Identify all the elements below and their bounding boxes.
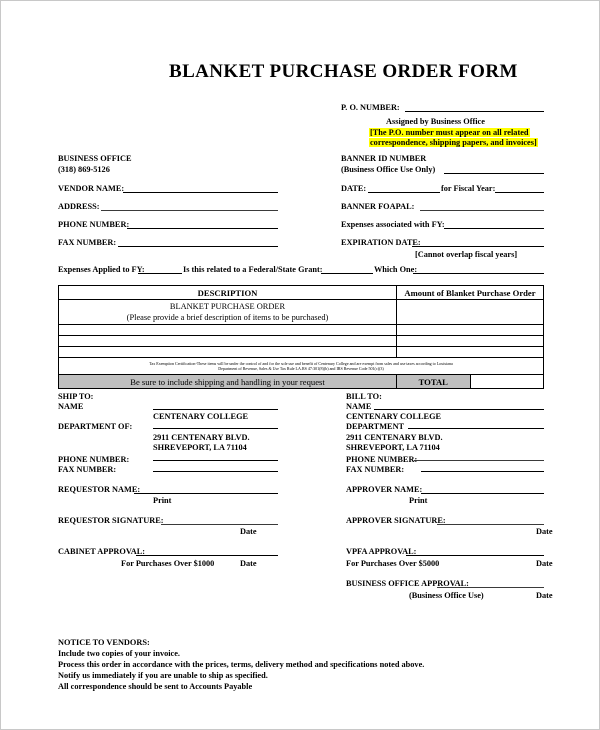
- business-office-phone: (318) 869-5126: [58, 165, 110, 174]
- blank-amount-cell[interactable]: [397, 347, 544, 358]
- vpfa-approval-note: For Purchases Over $5000: [346, 559, 440, 568]
- cabinet-approval-note: For Purchases Over $1000: [121, 559, 215, 568]
- bill-to-name-label: NAME: [346, 402, 372, 411]
- bill-to-college: CENTENARY COLLEGE: [346, 412, 442, 421]
- banner-id-label: BANNER ID NUMBER: [341, 154, 427, 163]
- banner-id-sublabel: (Business Office Use Only): [341, 165, 436, 174]
- approver-signature-label: APPROVER SIGNATURE:: [346, 516, 446, 525]
- description-table: [58, 285, 544, 389]
- bill-to-department-label: DEPARTMENT: [346, 422, 405, 431]
- vendor-address-label: ADDRESS:: [58, 202, 100, 211]
- requestor-name-input-line[interactable]: [134, 493, 278, 494]
- table-row: [59, 336, 544, 347]
- ship-to-name-label: NAME: [58, 402, 84, 411]
- bill-to-fax-input-line[interactable]: [421, 471, 544, 472]
- date-label: DATE:: [341, 184, 367, 193]
- bill-to-fax-label: FAX NUMBER:: [346, 465, 405, 474]
- cabinet-date-label: Date: [240, 559, 257, 568]
- requestor-date-label: Date: [240, 527, 257, 536]
- federal-state-grant-label: Is this related to a Federal/State Grant:: [183, 265, 323, 274]
- which-one-label: Which One:: [374, 265, 418, 274]
- total-amount-cell[interactable]: [470, 375, 544, 389]
- business-office-date-label: Date: [536, 591, 553, 600]
- ship-to-fax-label: FAX NUMBER:: [58, 465, 117, 474]
- vendor-phone-label: PHONE NUMBER:: [58, 220, 130, 229]
- ship-to-phone-label: PHONE NUMBER:: [58, 455, 130, 464]
- vendor-fax-label: FAX NUMBER:: [58, 238, 117, 247]
- banner-foapal-label: BANNER FOAPAL:: [341, 202, 415, 211]
- tax-exemption-cell: [59, 358, 544, 375]
- blank-description-cell[interactable]: [59, 336, 397, 347]
- po-number-input-line[interactable]: [405, 111, 544, 112]
- bill-to-phone-input-line[interactable]: [414, 460, 544, 461]
- bill-to-heading: BILL TO:: [346, 392, 382, 401]
- tax-exemption-line-2: Department of Revenue, Sales & Use Tax Rule LA.RS 47:301(8)(b) and IRS Revenue Code 501(c)(3): [218, 366, 384, 371]
- notice-line-4: All correspondence should be sent to Accounts Payable: [58, 682, 253, 691]
- table-header-row: [59, 286, 544, 300]
- po-highlight-line-2: correspondence, shipping papers, and invoices]: [370, 138, 537, 147]
- expenses-associated-fy-input-line[interactable]: [444, 228, 544, 229]
- business-office-approval-label: BUSINESS OFFICE APPROVAL:: [346, 579, 469, 588]
- approver-print-label: Print: [409, 496, 428, 505]
- ship-to-address-line-1: 2911 CENTENARY BLVD.: [153, 433, 250, 442]
- table-row: [59, 347, 544, 358]
- table-header-description: DESCRIPTION: [59, 286, 397, 300]
- vendor-name-input-line[interactable]: [123, 192, 278, 193]
- notice-line-1: Include two copies of your invoice.: [58, 649, 180, 658]
- approver-name-label: APPROVER NAME:: [346, 485, 423, 494]
- tax-exemption-line-1: Tax Exemption Certification-These items will be under the control of and for the sole use and benefit of Centenary College and are exempt from sales and use taxes according to Louisiana: [149, 360, 453, 366]
- cabinet-approval-input-line[interactable]: [136, 555, 278, 556]
- po-number-label: P. O. NUMBER:: [341, 103, 400, 112]
- ship-to-fax-input-line[interactable]: [153, 471, 278, 472]
- ship-to-department-input-line[interactable]: [153, 428, 278, 429]
- ship-to-address-line-2: SHREVEPORT, LA 71104: [153, 443, 247, 452]
- bill-to-name-input-line[interactable]: [374, 409, 544, 410]
- blank-amount-cell[interactable]: [397, 325, 544, 336]
- bill-to-address-line-2: SHREVEPORT, LA 71104: [346, 443, 440, 452]
- cabinet-approval-label: CABINET APPROVAL:: [58, 547, 146, 556]
- date-input-line[interactable]: [368, 192, 440, 193]
- ship-to-college: CENTENARY COLLEGE: [153, 412, 249, 421]
- notice-line-3: Notify us immediately if you are unable to ship as specified.: [58, 671, 268, 680]
- expiration-date-input-line[interactable]: [412, 246, 544, 247]
- requestor-signature-input-line[interactable]: [161, 524, 278, 525]
- ship-to-heading: SHIP TO:: [58, 392, 94, 401]
- approver-name-input-line[interactable]: [421, 493, 544, 494]
- requestor-print-label: Print: [153, 496, 172, 505]
- po-highlight-line-1: [The P.O. number must appear on all related: [370, 128, 529, 137]
- ship-to-phone-input-line[interactable]: [153, 460, 278, 461]
- table-row: [59, 300, 544, 325]
- vendor-address-input-line[interactable]: [101, 210, 278, 211]
- business-office-approval-note: (Business Office Use): [409, 591, 484, 600]
- requestor-name-label: REQUESTOR NAME:: [58, 485, 141, 494]
- fiscal-year-label: for Fiscal Year:: [441, 184, 496, 193]
- expenses-associated-fy-label: Expenses associated with FY:: [341, 220, 445, 229]
- total-label-cell: TOTAL: [397, 375, 471, 389]
- blank-description-cell[interactable]: [59, 325, 397, 336]
- requestor-signature-label: REQUESTOR SIGNATURE:: [58, 516, 164, 525]
- approver-date-label: Date: [536, 527, 553, 536]
- notice-line-2: Process this order in accordance with the prices, terms, delivery method and specifications noted above.: [58, 660, 425, 669]
- bill-to-address-line-1: 2911 CENTENARY BLVD.: [346, 433, 443, 442]
- vendor-name-label: VENDOR NAME:: [58, 184, 125, 193]
- bpo-description-cell: [59, 300, 397, 325]
- po-assigned-note: Assigned by Business Office: [386, 117, 485, 126]
- vendor-phone-input-line[interactable]: [127, 228, 278, 229]
- table-row: [59, 325, 544, 336]
- federal-state-grant-input-line[interactable]: [321, 273, 373, 274]
- bpo-amount-cell[interactable]: [397, 300, 544, 325]
- expenses-applied-fy-label: Expenses Applied to FY:: [58, 265, 145, 274]
- which-one-input-line[interactable]: [413, 273, 544, 274]
- bill-to-phone-label: PHONE NUMBER:: [346, 455, 418, 464]
- bpo-line-2: (Please provide a brief description of items to be purchased): [126, 313, 329, 322]
- vpfa-date-label: Date: [536, 559, 553, 568]
- vpfa-approval-label: VPFA APPROVAL:: [346, 547, 417, 556]
- banner-id-input-line[interactable]: [444, 173, 544, 174]
- blank-description-cell[interactable]: [59, 347, 397, 358]
- banner-foapal-input-line[interactable]: [420, 210, 544, 211]
- ship-to-department-label: DEPARTMENT OF:: [58, 422, 133, 431]
- shipping-note-cell: Be sure to include shipping and handling in your request: [59, 375, 397, 389]
- vpfa-approval-input-line[interactable]: [406, 555, 544, 556]
- notice-heading: NOTICE TO VENDORS:: [58, 638, 150, 647]
- bpo-line-1: BLANKET PURCHASE ORDER: [169, 301, 286, 311]
- table-header-amount: Amount of Blanket Purchase Order: [397, 286, 544, 300]
- expenses-applied-fy-input-line[interactable]: [138, 273, 182, 274]
- business-office-heading: BUSINESS OFFICE: [58, 154, 132, 163]
- vendor-fax-input-line[interactable]: [118, 246, 278, 247]
- page-title: BLANKET PURCHASE ORDER FORM: [169, 61, 518, 82]
- ship-to-name-input-line[interactable]: [153, 409, 278, 410]
- expiration-date-note: [Cannot overlap fiscal years]: [415, 250, 518, 259]
- bill-to-department-input-line[interactable]: [408, 428, 544, 429]
- fiscal-year-input-line[interactable]: [495, 192, 544, 193]
- total-row: [59, 375, 544, 389]
- business-office-approval-input-line[interactable]: [437, 587, 544, 588]
- blank-amount-cell[interactable]: [397, 336, 544, 347]
- tax-exemption-row: [59, 358, 544, 375]
- approver-signature-input-line[interactable]: [437, 524, 544, 525]
- expiration-date-label: EXPIRATION DATE:: [341, 238, 421, 247]
